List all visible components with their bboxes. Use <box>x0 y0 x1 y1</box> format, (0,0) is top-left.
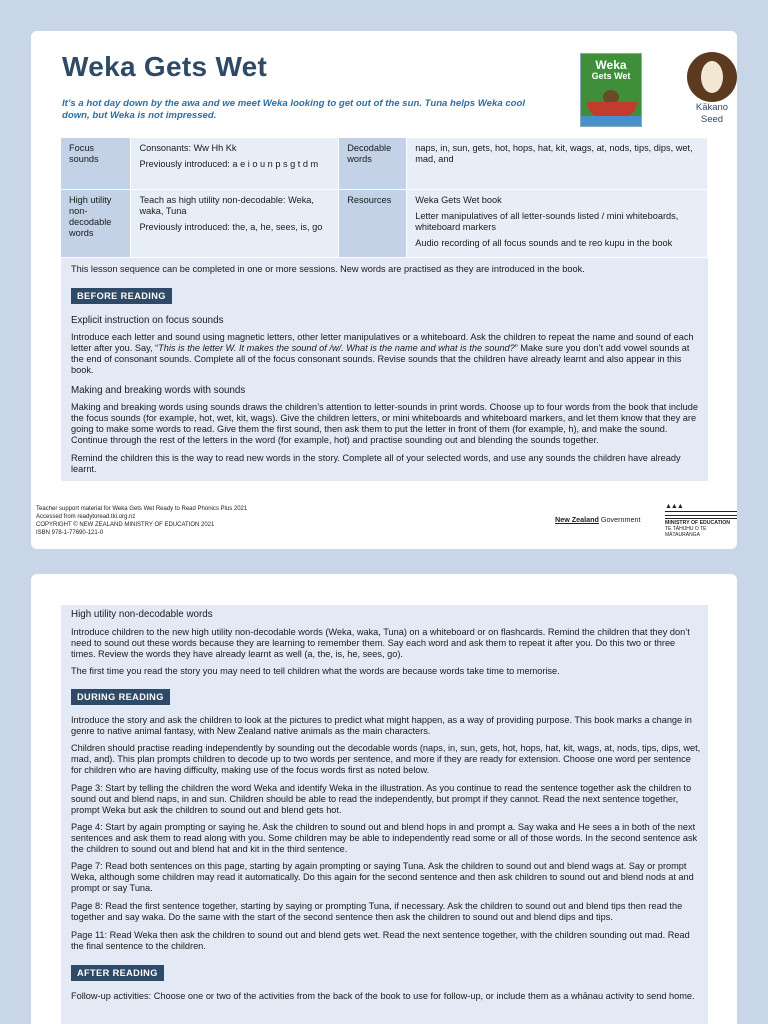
remind-text: Remind the children this is the way to read new words in the story. Complete all of your selected words, and use any sounds the children have already learnt. <box>71 453 681 474</box>
lesson-page-1 <box>31 31 737 549</box>
explicit-instruction-heading: Explicit instruction on focus sounds <box>71 315 224 326</box>
high-utility-heading: High utility non-decodable words <box>71 609 213 620</box>
during-reading-header: DURING READING <box>71 689 170 705</box>
cover-water-illustration <box>581 116 641 126</box>
intro-text: It’s a hot day down by the awa and we meet Weka looking to get out of the sun. Tuna helps Weka cool down, but Weka is not impressed. <box>62 98 526 121</box>
after-reading-header: AFTER READING <box>71 965 164 981</box>
high-utility-text: Introduce children to the new high utility non-decodable words (Weka, waka, Tuna) on a whiteboard or on flashcards. Remind the children that they don’t need to sound out these words because they are learning to remember them. Say each word and ask them to repeat it after you. Do this two or three times. Review the words they have already learnt as well (a, the, is, he, sees, go). <box>71 627 690 659</box>
resources-label: Resources <box>339 189 407 257</box>
decodable-words-label: Decodable words <box>339 138 407 189</box>
page-title: Weka Gets Wet <box>62 51 268 82</box>
follow-up-text: Follow-up activities: Choose one or two of the activities from the back of the book to use for follow-up, or include them as a whānau activity to send home. <box>71 991 695 1001</box>
during-reading-practise: Children should practise reading independently by sounding out the decodable words (naps, in, sun, gets, hot, hops, hat, kit, wags, at, nods, tips, dips, wet, mad, and). This plan prompts children to decode up to two words per sentence, and more if they are ready for extension. Choose one word per sentence for children who are having difficulty, making use of the focus words first as noted below. <box>71 743 701 775</box>
book-cover-image <box>580 53 642 127</box>
decodable-words-value: naps, in, sun, gets, hot, hops, hat, kit, wags, at, nods, tips, dips, wet, mad, and <box>407 138 708 189</box>
focus-sounds-label: Focus sounds <box>61 138 131 189</box>
first-time-text: The first time you read the story you may need to tell children what the words are because words take time to memorise. <box>71 666 560 676</box>
lesson-note: This lesson sequence can be completed in one or more sessions. New words are practised as they are introduced in the book. <box>71 264 585 274</box>
page-7-guidance: Page 7: Read both sentences on this page, starting by again prompting or saying Tuna. Ask the children to sound out and blend wags at. Say or prompt Weka, although some children may read it automatically. Do this again for the second sentence and then ask children to sound out and blend nods at and prompt or say Tuna. <box>71 861 694 893</box>
cover-title-line1: Weka <box>595 58 627 72</box>
lesson-page-2 <box>31 574 737 1024</box>
page-3-guidance: Page 3: Start by telling the children the word Weka and identify Weka in the illustration. As you continue to read the sentence together ask the children to sound out and blend naps, in and sun. Children should be able to read the independently, but prompt if they cannot. Read the next sentence together, prompt Weka but ask the children to sound out and blend gets hot. <box>71 783 692 815</box>
high-utility-value: Teach as high utility non-decodable: Weka, waka, Tuna Previously introduced: the, a, he, sees, is, go <box>131 189 339 257</box>
making-words-text: Making and breaking words using sounds draws the children’s attention to letter-sounds in print words. Choose up to four words from the book that include the focus sounds (for example, hot, wet, kit, wags). Give the children letters, or mini whiteboards and whiteboard markers, and let them know that they are going to make some words to read. Give them the first sound, then ask them to put the letter in front of them (for example, h), and make the sound. Continue through the rest of the letters in the word (for example, hot) and practise sounding out and blending the sounds together. <box>71 402 698 445</box>
kakano-seed-icon <box>687 52 737 102</box>
explicit-instruction-text: Introduce each letter and sound using magnetic letters, other letter manipulatives or a whiteboard. Ask the children to repeat the name and sound of each letter after you. Say, “This is the letter W. It makes the sound of /w/. What is the name and what is the sound?” Make sure you don’t add vowel sounds at the end of consonant sounds. Complete all of the focus consonant sounds. Revise sounds that the children have already learnt and also appear in this book. <box>71 332 694 375</box>
lesson-info-table <box>61 138 708 258</box>
high-utility-label: High utility non-decodable words <box>61 189 131 257</box>
before-reading-header: BEFORE READING <box>71 288 172 304</box>
page-11-guidance: Page 11: Read Weka then ask the children to sound out and blend gets wet. Read the next sentence together, with the children sounding out mad. Read the final sentence to the children. <box>71 930 690 951</box>
cover-title-line2: Gets Wet <box>591 71 631 81</box>
during-reading-intro: Introduce the story and ask the children to look at the pictures to predict what might happen, as a way of providing purpose. This book marks a change in genre to native animal fantasy, with New Zealand native animals as the main characters. <box>71 715 692 736</box>
seed-level-label: Kākano Seed <box>695 102 729 125</box>
copyright-footer: Teacher support material for Weka Gets Wet Ready to Read Phonics Plus 2021 Accessed from readytoread.tki.org.nz COPYRIGHT © NEW ZEALAND MINISTRY OF EDUCATION 2021 ISBN 978-1-77690-121-0 <box>36 506 248 536</box>
focus-sounds-value: Consonants: Ww Hh Kk Previously introduced: a e i o u n p s g t d m <box>131 138 339 189</box>
resources-value: Weka Gets Wet book Letter manipulatives of all letter-sounds listed / mini whiteboards, whiteboard markers Audio recording of all focus sounds and te reo kupu in the book <box>407 189 708 257</box>
page-8-guidance: Page 8: Read the first sentence together, starting by saying or prompting Tuna, if necessary. Ask the children to sound out and blend tips then read the together and say waka. Do the same with the start of the second sentence then ask the children to sound out and blend dips and tips. <box>71 901 683 922</box>
making-words-heading: Making and breaking words with sounds <box>71 385 246 396</box>
nz-government-logo: New Zealand Government <box>555 515 641 524</box>
page-4-guidance: Page 4: Start by again prompting or saying he. Ask the children to sound out and blend hops in and prompt a. Say waka and He sees a in both of the next sentences and ask them to read along with you. Some children may be able to independently read some or all of those words. In the second sentence ask the children to sound out and blend hat and kit in the third sentence. <box>71 822 698 854</box>
ministry-of-education-logo: ▲▲▲ MINISTRY OF EDUCATION TE TĀHUHU O TE MĀTAURANGA <box>665 503 737 538</box>
